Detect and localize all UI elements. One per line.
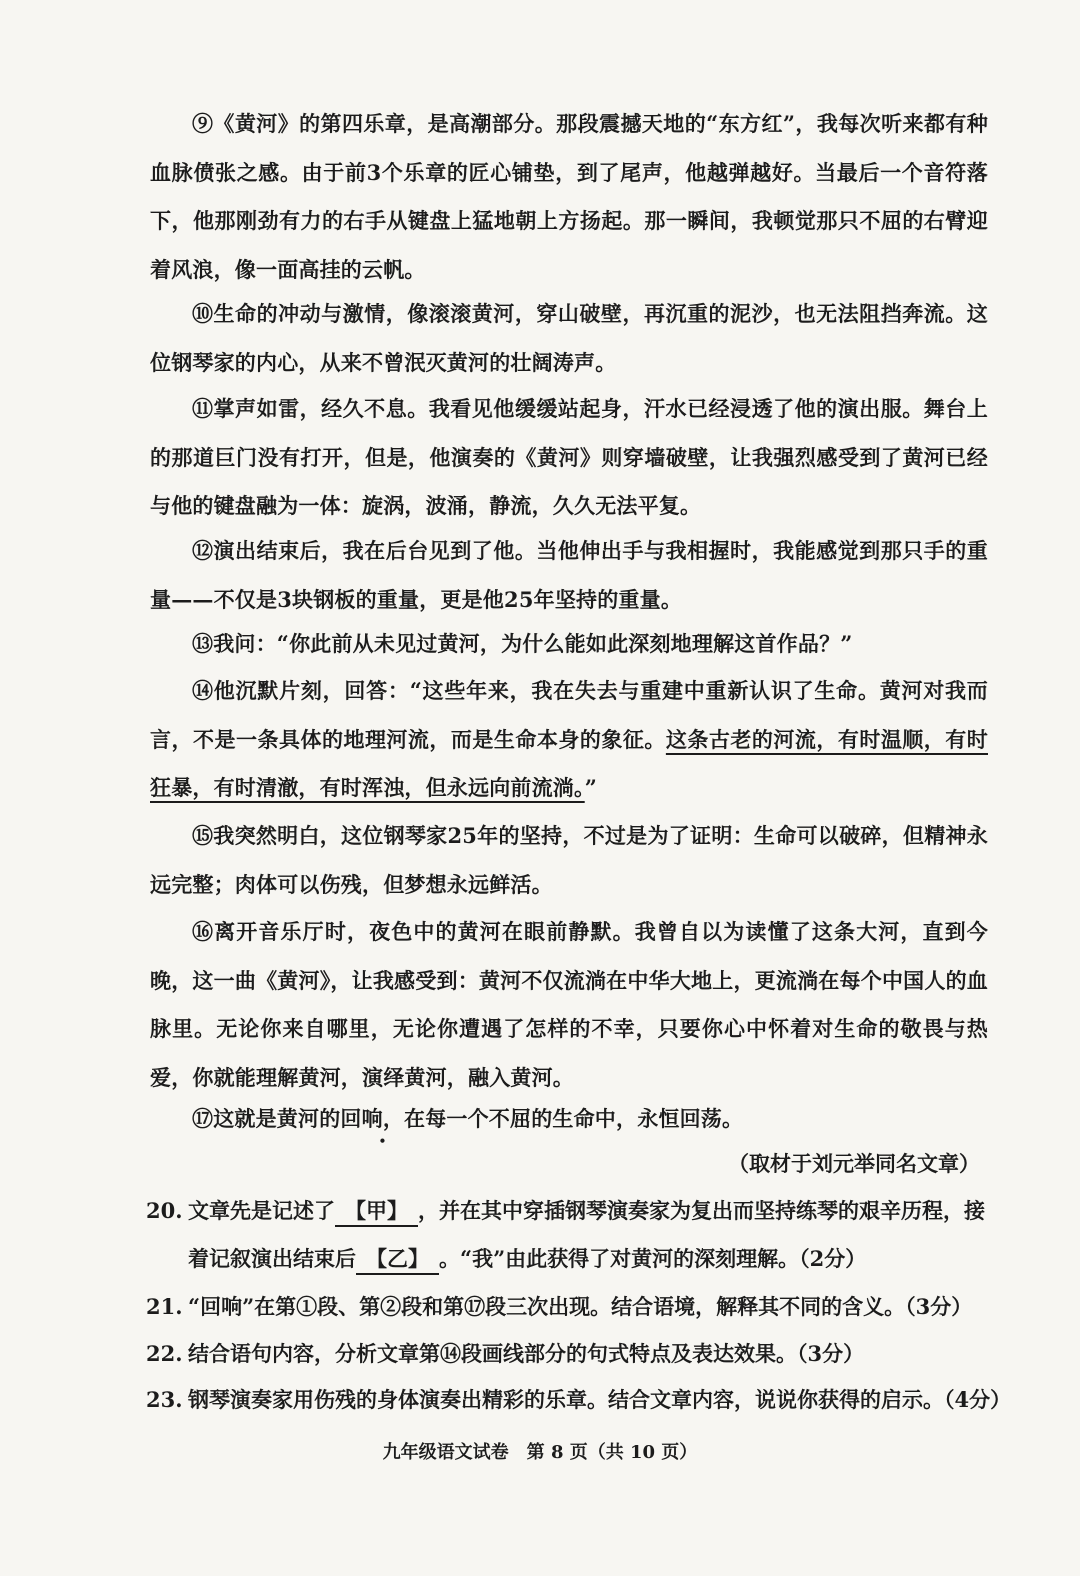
question-20-text-d: 。“我”由此获得了对黄河的深刻理解。（2分） (439, 1246, 867, 1271)
question-22-text: 结合语句内容，分析文章第⑭段画线部分的句式特点及表达效果。（3分） (188, 1341, 865, 1366)
paragraph-14 (150, 667, 988, 813)
question-22 (146, 1330, 988, 1378)
question-20-text-c: 着记叙演出结束后 (188, 1246, 356, 1271)
question-20-text-a: 文章先是记述了 (188, 1198, 335, 1223)
paragraph-12: ⑫演出结束后，我在后台见到了他。当他伸出手与我相握时，我能感觉到那只手的重量——不仅是3块钢板的重量，更是他25年坚持的重量。 (150, 538, 988, 612)
paragraph-17-start: ⑰这就是黄河的 (192, 1106, 341, 1131)
page-footer: 九年级语文试卷 第 8 页（共 10 页） (382, 1442, 698, 1463)
paragraph-13: ⑬我问：“你此前从未见过黄河，为什么能如此深刻地理解这首作品？” (192, 631, 853, 656)
paragraph-17-end: ，在每一个不屈的生命中，永恒回荡。 (382, 1106, 744, 1131)
question-21-text: “回响”在第①段、第②段和第⑰段三次出现。结合语境，解释其不同的含义。（3分） (188, 1294, 973, 1319)
question-20-text-b: ，并在其中穿插钢琴演奏家为复出而坚持练琴的艰辛历程，接 (418, 1198, 985, 1223)
paragraph-17 (150, 1095, 988, 1144)
paragraph-10: ⑩生命的冲动与激情，像滚滚黄河，穿山破壁，再沉重的泥沙，也无法阻挡奔流。这位钢琴家的内心，从来不曾泯灭黄河的壮阔涛声。 (150, 301, 988, 375)
question-20-line-1 (146, 1187, 988, 1235)
question-23 (146, 1376, 1012, 1424)
question-21 (146, 1283, 988, 1331)
paragraph-11: ⑪掌声如雷，经久不息。我看见他缓缓站起身，汗水已经浸透了他的演出服。舞台上的那道巨门没有打开，但是，他演奏的《黄河》则穿墙破壁，让我强烈感受到了黄河已经与他的键盘融为一体：旋涡，波涌，静流，久久无法平复。 (150, 396, 988, 518)
paragraph-16: ⑯离开音乐厅时，夜色中的黄河在眼前静默。我曾自以为读懂了这条大河，直到今晚，这一曲《黄河》，让我感受到：黄河不仅流淌在中华大地上，更流淌在每个中国人的血脉里。无论你来自哪里，无论你遭遇了怎样的不幸，只要你心中怀着对生命的敬畏与热爱，你就能理解黄河，演绎黄河，融入黄河。 (150, 919, 988, 1090)
paragraph-9: ⑨《黄河》的第四乐章，是高潮部分。那段震撼天地的“东方红”，我每次听来都有种血脉偾张之感。由于前3个乐章的匠心铺垫，到了尾声，他越弹越好。当最后一个音符落下，他那刚劲有力的右手从键盘上猛地朝上方扬起。那一瞬间，我顿觉那只不屈的右臂迎着风浪，像一面高挂的云帆。 (150, 111, 988, 282)
question-number: 21. (146, 1294, 183, 1319)
question-number: 20. (146, 1198, 183, 1223)
dotted-word-huixiang: 回响 (340, 1106, 383, 1131)
blank-yi[interactable]: 【乙】 (356, 1245, 439, 1275)
paragraph-15: ⑮我突然明白，这位钢琴家25年的坚持，不过是为了证明：生命可以破碎，但精神永远完整；肉体可以伤残，但梦想永远鲜活。 (150, 823, 988, 897)
underlined-sentence: 这条古老的河流，有时温顺，有时狂暴，有时清澈，有时浑浊，但永远向前流淌。 (150, 726, 988, 800)
question-20 (146, 1187, 988, 1283)
paragraph-14-closing: ” (584, 775, 597, 800)
question-number: 23. (146, 1387, 183, 1412)
question-20-line-2 (146, 1235, 988, 1283)
source-attribution: （取材于刘元举同名文章） (728, 1151, 980, 1176)
question-number: 22. (146, 1341, 183, 1366)
question-23-text: 钢琴演奏家用伤残的身体演奏出精彩的乐章。结合文章内容，说说你获得的启示。（4分） (188, 1387, 1012, 1412)
blank-jia[interactable]: 【甲】 (335, 1197, 418, 1227)
paragraph-14-text: ⑭他沉默片刻，回答：“这些年来，我在失去与重建中重新认识了生命。黄河对我而言，不是一条具体的地理河流，而是生命本身的象征。 (150, 678, 988, 752)
